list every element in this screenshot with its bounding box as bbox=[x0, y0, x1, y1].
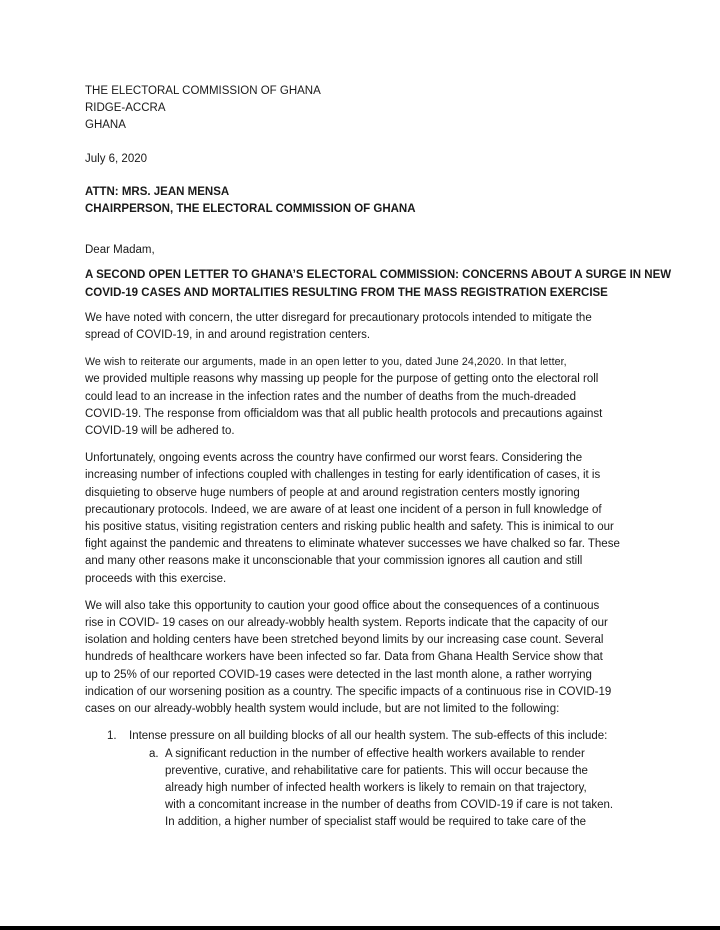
paragraph-line: could lead to an increase in the infection rates and the number of deaths from the much-dreaded bbox=[85, 390, 576, 403]
paragraph-3 bbox=[85, 450, 630, 588]
sub-list-line: A significant reduction in the number of effective health workers available to render bbox=[165, 747, 585, 760]
sub-list-line: with a concomitant increase in the number of deaths from COVID-19 if care is not taken. bbox=[165, 799, 614, 812]
paragraph-line: COVID-19. The response from officialdom was that all public health protocols and precautions against bbox=[85, 407, 603, 420]
paragraph-line: disquieting to observe huge numbers of people at and around registration centers mostly ignoring bbox=[85, 486, 580, 499]
paragraph-2 bbox=[85, 354, 630, 440]
sub-list-line: preventive, curative, and rehabilitative care for patients. This will occur because the bbox=[165, 764, 588, 777]
paragraph-line: spread of COVID-19, in and around registration centers. bbox=[85, 329, 371, 342]
paragraph-line: Unfortunately, ongoing events across the country have confirmed our worst fears. Considering the bbox=[85, 452, 583, 465]
bottom-edge-bar bbox=[0, 926, 720, 930]
paragraph-line: hundreds of healthcare workers have been infected so far. Data from Ghana Health Service show that bbox=[85, 651, 603, 664]
numbered-list bbox=[85, 728, 630, 831]
letter-date: July 6, 2020 bbox=[85, 152, 148, 165]
sub-list-line: In addition, a higher number of specialist staff would be required to take care of the bbox=[165, 816, 587, 829]
paragraph-line: cases on our already-wobbly health system would include, but are not limited to the following: bbox=[85, 703, 560, 716]
paragraph-line: COVID-19 will be adhered to. bbox=[85, 425, 235, 438]
paragraph-1 bbox=[85, 310, 630, 344]
address-line-1: THE ELECTORAL COMMISSION OF GHANA bbox=[85, 85, 321, 97]
sub-list-item bbox=[149, 746, 630, 832]
sub-list-letter: a. bbox=[149, 747, 159, 760]
paragraph-line: fight against the pandemic and threatens to eliminate whatever successes we have chalked so far. These bbox=[85, 538, 620, 551]
list-item bbox=[107, 728, 630, 745]
attn-title: CHAIRPERSON, THE ELECTORAL COMMISSION OF GHANA bbox=[85, 203, 416, 216]
salutation: Dear Madam, bbox=[85, 244, 155, 257]
attn-line: ATTN: MRS. JEAN MENSA bbox=[85, 185, 230, 198]
letter-page bbox=[85, 83, 672, 832]
sub-list-line: already high number of infected health workers is likely to remain on that trajectory, bbox=[165, 781, 587, 794]
address-line-2: RIDGE-ACCRA bbox=[85, 102, 166, 115]
paragraph-line: and many other reasons make it unconscionable that your commission ignores all caution and still bbox=[85, 555, 583, 568]
subject-line-2: COVID-19 CASES AND MORTALITIES RESULTING FROM THE MASS REGISTRATION EXERCISE bbox=[85, 286, 608, 299]
list-number: 1. bbox=[107, 730, 117, 743]
paragraph-line: proceeds with this exercise. bbox=[85, 572, 227, 585]
paragraph-line: We wish to reiterate our arguments, made in an open letter to you, dated June 24,2020. In that letter, bbox=[85, 356, 567, 369]
paragraph-line: isolation and holding centers have been stretched beyond limits by our increasing case count. Several bbox=[85, 634, 604, 647]
paragraph-4 bbox=[85, 598, 630, 718]
paragraph-line: rise in COVID- 19 cases on our already-wobbly health system. Reports indicate that the capacity of our bbox=[85, 617, 608, 630]
paragraph-line: precautionary protocols. Indeed, we are aware of at least one incident of a person in full knowledge of bbox=[85, 503, 602, 516]
paragraph-line: up to 25% of our reported COVID-19 cases were detected in the last month alone, a rather worrying bbox=[85, 668, 592, 681]
sub-list-body bbox=[165, 746, 625, 832]
paragraph-line: We will also take this opportunity to caution your good office about the consequences of a continuous bbox=[85, 599, 600, 612]
paragraph-line: we provided multiple reasons why massing up people for the purpose of getting onto the electoral roll bbox=[85, 373, 599, 386]
paragraph-line: We have noted with concern, the utter disregard for precautionary protocols intended to mitigate the bbox=[85, 311, 592, 324]
address-line-3: GHANA bbox=[85, 119, 126, 132]
paragraph-line: indication of our worsening position as a country. The specific impacts of a continuous rise in COVID-19 bbox=[85, 685, 612, 698]
list-item-text: Intense pressure on all building blocks of all our health system. The sub-effects of this include: bbox=[129, 730, 608, 743]
subject-line-1: A SECOND OPEN LETTER TO GHANA’S ELECTORAL COMMISSION: CONCERNS ABOUT A SURGE IN NEW bbox=[85, 269, 672, 282]
paragraph-line: his positive status, visiting registration centers and risking public health and safety. This is inimical to our bbox=[85, 521, 614, 534]
paragraph-line: increasing number of infections coupled with challenges in testing for early identification of cases, it is bbox=[85, 469, 601, 482]
